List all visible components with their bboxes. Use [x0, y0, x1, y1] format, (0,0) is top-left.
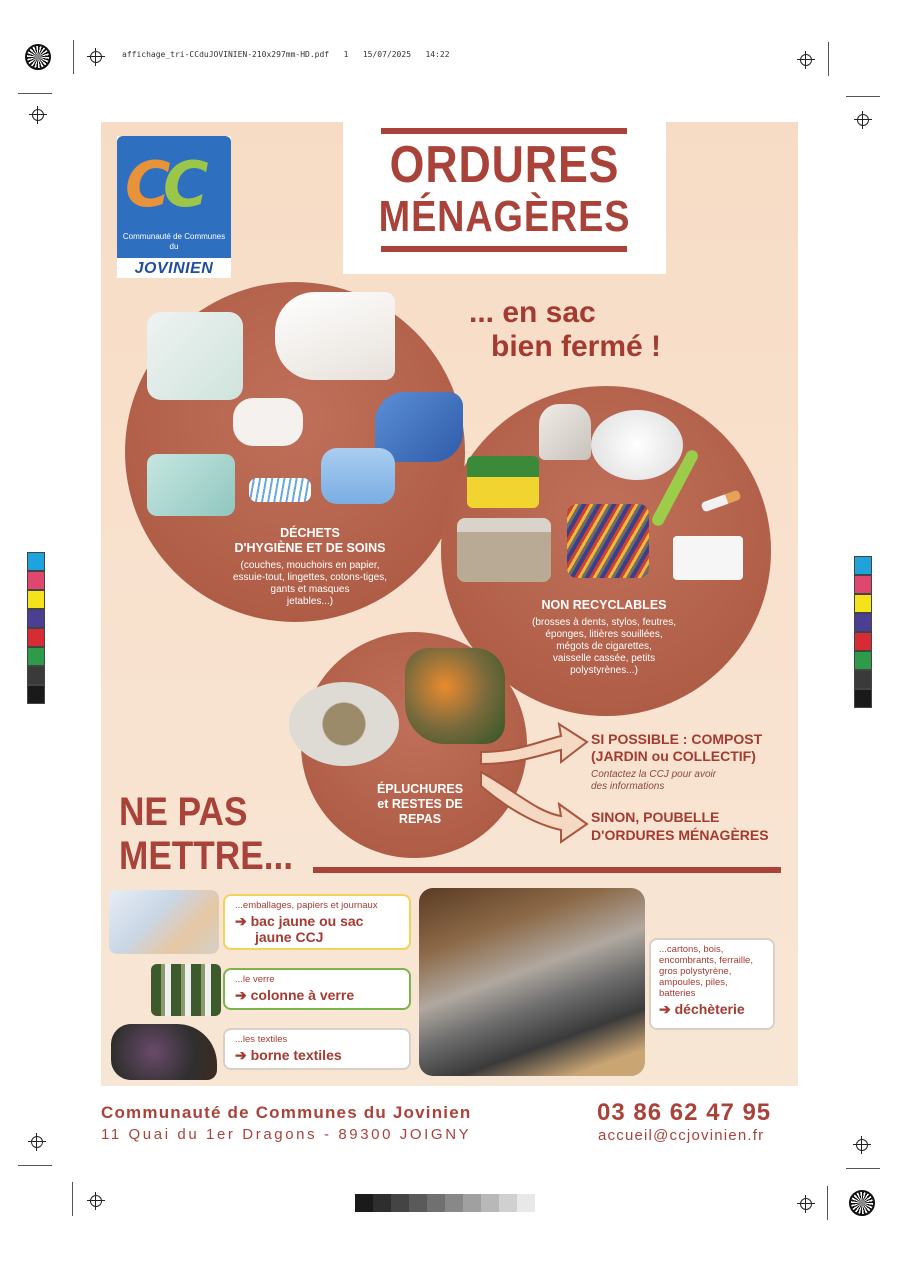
registration-mark-icon — [87, 48, 105, 66]
dest-borne-textiles — [223, 1028, 411, 1070]
color-calibration-bar-left — [27, 552, 45, 704]
registration-mark-icon — [28, 1133, 46, 1151]
crop-line — [827, 1186, 828, 1220]
tissue-photo — [233, 398, 303, 446]
registration-mark-icon — [854, 111, 872, 129]
dest-jaune-small: ...emballages, papiers et journaux — [235, 900, 378, 911]
ne-pas-mettre-heading — [119, 790, 293, 878]
epluchures-title2: et RESTES DE — [377, 797, 463, 811]
footer-org-name: Communauté de Communes du Jovinien — [101, 1103, 472, 1122]
dest-decheterie-small4: ampoules, piles, — [659, 977, 728, 988]
hygiene-desc4: jetables...) — [286, 596, 334, 607]
hygiene-description — [195, 560, 425, 608]
glass-bottles-photo — [151, 964, 221, 1016]
hygiene-desc2: essuie-tout, lingettes, cotons-tiges, — [233, 572, 387, 583]
wipes-photo — [147, 454, 235, 516]
crop-line — [18, 93, 52, 94]
crop-line — [18, 1165, 52, 1166]
polystyrene-photo — [673, 536, 743, 580]
dest-textiles-big: ➔ borne textiles — [235, 1047, 342, 1063]
non-recyclables-desc1: (brosses à dents, stylos, feutres, — [532, 617, 676, 628]
logo-letter-c-green: C — [163, 148, 209, 221]
sinon-line2: D'ORDURES MÉNAGÈRES — [591, 827, 769, 843]
epluchures-title3: REPAS — [398, 812, 442, 826]
sponge-photo — [467, 456, 539, 508]
non-recyclables-desc3: mégots de cigarettes, — [556, 641, 652, 652]
packaging-photo — [109, 890, 219, 954]
dest-bac-jaune — [223, 894, 411, 950]
hygiene-desc1: (couches, mouchoirs en papier, — [240, 560, 380, 571]
compost-title2: (JARDIN ou COLLECTIF) — [591, 748, 756, 764]
title-rule-bottom — [381, 246, 627, 252]
color-calibration-bar-right — [854, 556, 872, 708]
epluchures-label — [345, 782, 495, 827]
logo-badge — [117, 136, 231, 258]
registration-mark-icon — [797, 1195, 815, 1213]
non-recyclables-label — [489, 598, 719, 677]
diaper-photo — [147, 312, 243, 400]
compost-note2: des informations — [591, 781, 665, 792]
dest-verre-small: ...le verre — [235, 974, 275, 985]
non-recyclables-description — [489, 617, 719, 677]
logo-line1: Communauté de Communes — [122, 232, 226, 241]
ne-pas-line1: NE PAS — [119, 790, 248, 834]
print-page: 1 — [343, 50, 349, 59]
print-filename: affichage_tri-CCduJOVINIEN-210x297mm-HD.pdf — [122, 50, 330, 59]
dest-decheterie-small5: batteries — [659, 988, 696, 999]
starburst-mark-top-left — [25, 44, 51, 70]
dest-verre-big: ➔ colonne à verre — [235, 987, 355, 1003]
mask-photo — [321, 448, 395, 504]
hygiene-title1: DÉCHETS — [280, 526, 340, 540]
title-box — [343, 122, 666, 274]
logo-letter-c-orange: C — [125, 148, 171, 221]
non-recyclables-desc5: polystyrènes...) — [570, 665, 638, 676]
title-rule-top — [381, 128, 627, 134]
print-time: 14:22 — [425, 50, 450, 59]
dest-decheterie-small3: gros polystyrène, — [659, 966, 732, 977]
print-date: 15/07/2025 — [362, 50, 412, 59]
title-line1: ORDURES — [389, 136, 620, 194]
ne-pas-line2: METTRE... — [119, 834, 294, 878]
hygiene-label — [195, 526, 425, 608]
print-header — [122, 50, 450, 59]
compost-info — [591, 731, 762, 793]
tagline — [451, 296, 711, 364]
logo-subtitle — [117, 232, 231, 252]
logo-name: JOVINIEN — [134, 260, 214, 277]
epluchures-title1: ÉPLUCHURES — [376, 782, 464, 796]
paper-towel-photo — [275, 292, 395, 380]
dest-decheterie-big: ➔ déchèterie — [659, 1001, 745, 1017]
footer-address: 11 Quai du 1er Dragons - 89300 JOIGNY — [101, 1126, 472, 1143]
registration-mark-icon — [853, 1136, 871, 1154]
grayscale-calibration-bar — [355, 1194, 535, 1212]
dest-decheterie-small2: encombrants, ferraille, — [659, 955, 753, 966]
dest-colonne-verre — [223, 968, 411, 1010]
sinon-info — [591, 808, 769, 844]
dest-decheterie-small1: ...cartons, bois, — [659, 944, 724, 955]
non-recyclables-title: NON RECYCLABLES — [541, 598, 667, 612]
crop-line — [73, 40, 74, 74]
crop-line — [828, 42, 829, 76]
hygiene-desc3: gants et masques — [270, 584, 350, 595]
ccj-logo — [117, 136, 231, 278]
hygiene-title2: D'HYGIÈNE ET DE SOINS — [234, 541, 386, 555]
ne-pas-rule — [313, 867, 781, 873]
non-recyclables-desc2: éponges, litières souillées, — [545, 629, 663, 640]
circle-hygiene — [125, 282, 465, 622]
compost-note — [591, 769, 762, 793]
tagline-line2: bien fermé ! — [491, 330, 662, 363]
textiles-photo — [111, 1024, 217, 1080]
arrow-to-poubelle-icon — [481, 772, 587, 842]
leftover-plate-photo — [289, 682, 399, 766]
arrows-graphic — [477, 712, 589, 852]
logo-line2: du — [169, 242, 179, 251]
arrow-to-compost-icon — [481, 724, 587, 764]
compost-note1: Contactez la CCJ pour avoir — [591, 769, 717, 780]
non-recyclables-desc4: vaisselle cassée, petits — [552, 653, 656, 664]
title-line2: MÉNAGÈRES — [378, 192, 631, 241]
sinon-line1: SINON, POUBELLE — [591, 809, 720, 825]
dest-decheterie — [649, 938, 775, 1030]
pens-photo — [567, 504, 649, 578]
tagline-line1: ... en sac — [469, 296, 596, 329]
bulky-waste-photo — [419, 888, 645, 1076]
litter-box-photo — [457, 518, 551, 582]
starburst-mark-bottom-right — [849, 1190, 875, 1216]
broken-plate-photo — [591, 410, 683, 480]
crop-line — [846, 1168, 880, 1169]
registration-mark-icon — [797, 51, 815, 69]
footer-email[interactable]: accueil@ccjovinien.fr — [598, 1127, 765, 1144]
cotton-swab-photo — [249, 478, 311, 502]
crop-line — [846, 96, 880, 97]
crop-line — [72, 1182, 73, 1216]
registration-mark-icon — [87, 1192, 105, 1210]
footer-phone[interactable]: 03 86 62 47 95 — [597, 1099, 772, 1126]
dest-jaune-big1: ➔ bac jaune ou sac — [235, 913, 364, 929]
registration-mark-icon — [29, 106, 47, 124]
cigarette-photo — [700, 489, 741, 512]
dest-jaune-big2: jaune CCJ — [255, 929, 324, 945]
broken-glass-photo — [539, 404, 591, 460]
compost-title1: SI POSSIBLE : COMPOST — [591, 731, 763, 747]
poster — [101, 122, 798, 1086]
dest-textiles-small: ...les textiles — [235, 1034, 288, 1045]
